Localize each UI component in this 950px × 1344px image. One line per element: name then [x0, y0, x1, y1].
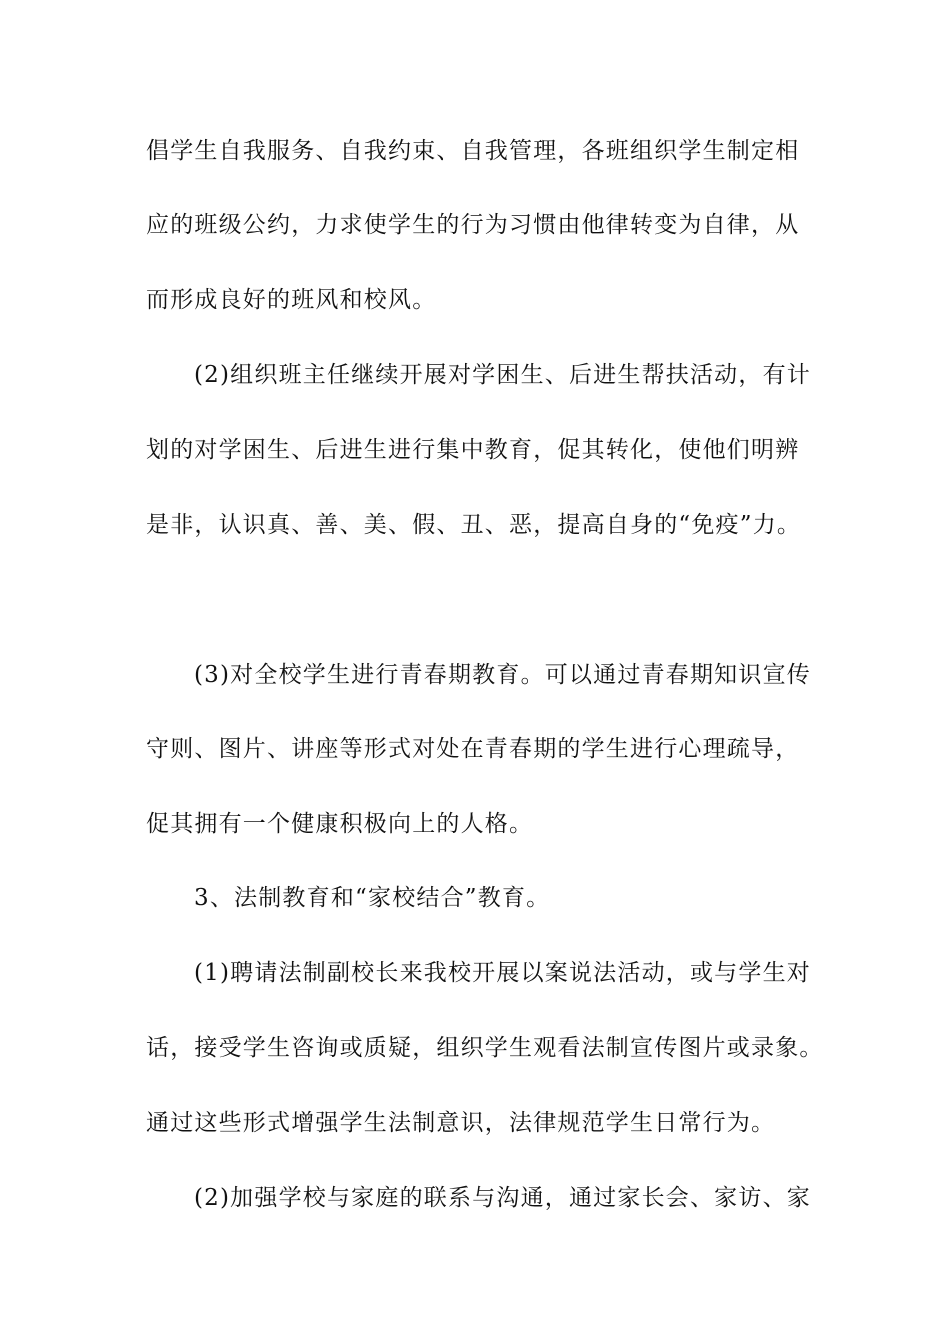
paragraph-line: (1)聘请法制副校长来我校开展以案说法活动，或与学生对	[194, 960, 811, 986]
paragraph-line: 是非，认识真、善、美、假、丑、恶，提高自身的“免疫”力。	[146, 512, 802, 538]
paragraph-line: 应的班级公约，力求使学生的行为习惯由他律转变为自律，从	[146, 212, 800, 238]
paragraph-line: 划的对学困生、后进生进行集中教育，促其转化，使他们明辨	[146, 437, 800, 463]
paragraph-line: 而形成良好的班风和校风。	[146, 287, 437, 313]
paragraph-line: (3)对全校学生进行青春期教育。可以通过青春期知识宣传	[194, 662, 811, 688]
paragraph-line: (2)组织班主任继续开展对学困生、后进生帮扶活动，有计	[194, 362, 811, 388]
paragraph-line: 通过这些形式增强学生法制意识，法律规范学生日常行为。	[146, 1110, 776, 1136]
section-heading: 3、法制教育和“家校结合”教育。	[194, 885, 551, 911]
paragraph-line: 倡学生自我服务、自我约束、自我管理，各班组织学生制定相	[146, 138, 800, 164]
paragraph-line: (2)加强学校与家庭的联系与沟通，通过家长会、家访、家	[194, 1185, 811, 1211]
paragraph-line: 守则、图片、讲座等形式对处在青春期的学生进行心理疏导，	[146, 736, 800, 762]
paragraph-line: 话，接受学生咨询或质疑，组织学生观看法制宣传图片或录象。	[146, 1035, 824, 1061]
paragraph-line: 促其拥有一个健康积极向上的人格。	[146, 811, 534, 837]
